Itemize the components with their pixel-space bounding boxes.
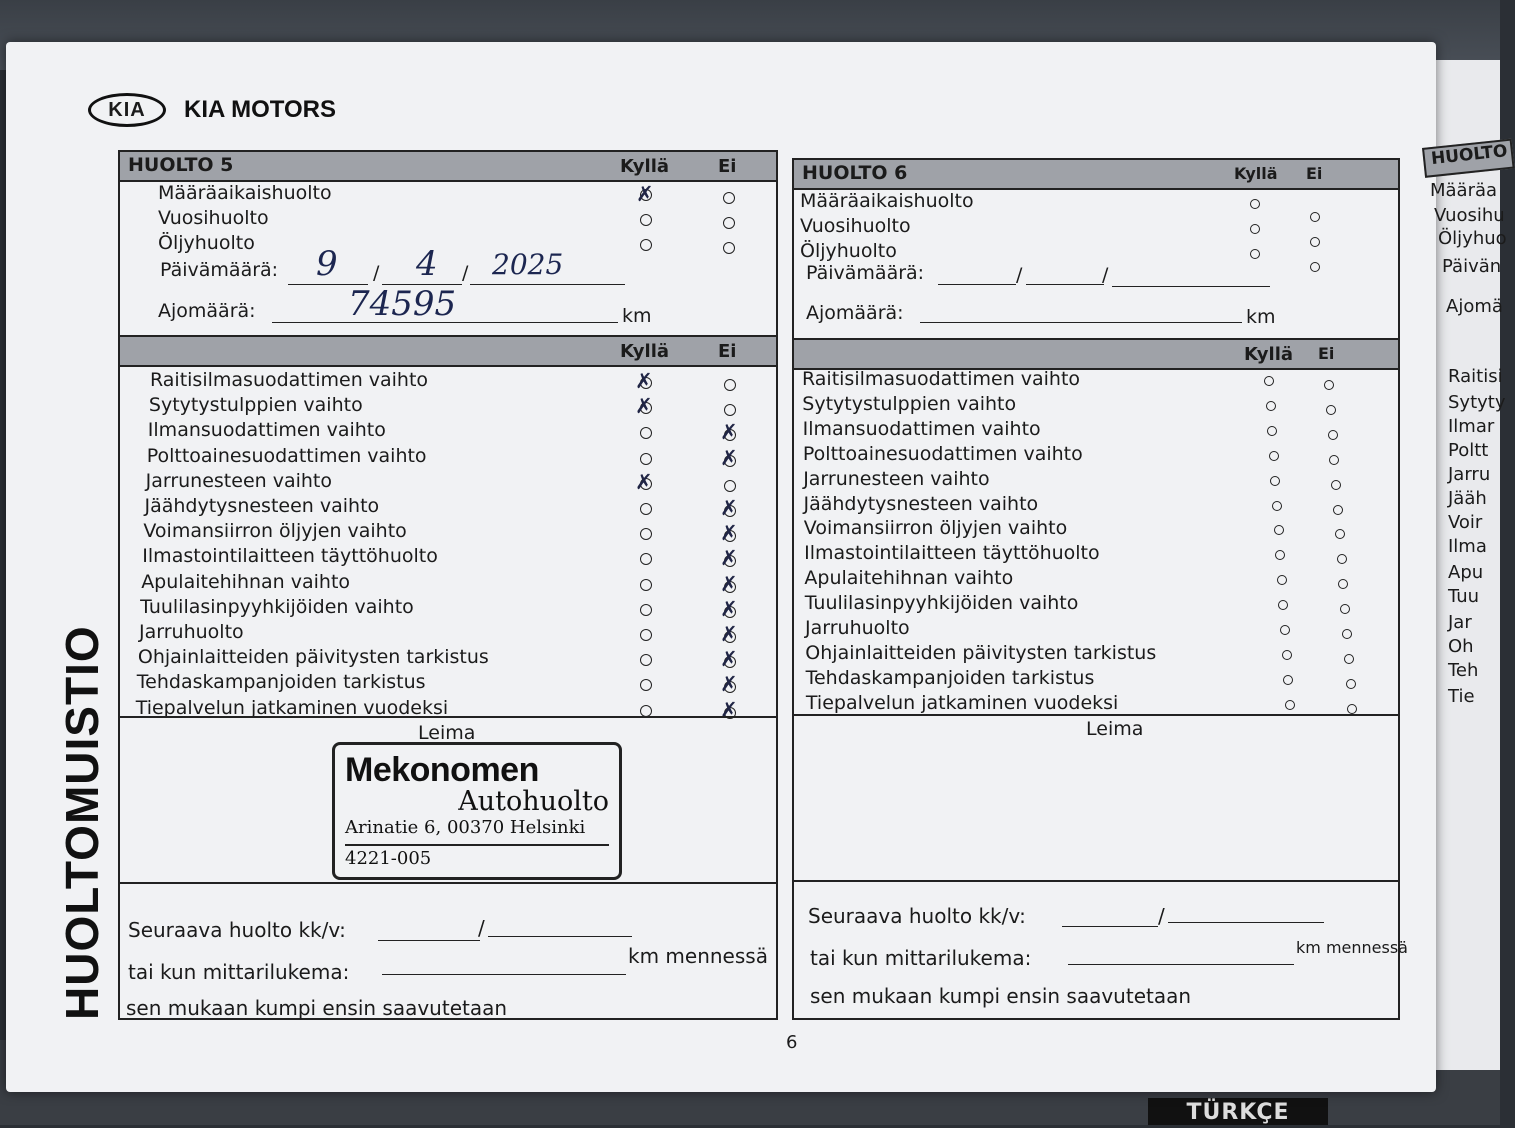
maintenance-item-label: Jarrunesteen vaihto (145, 469, 332, 492)
maintenance-item-label: Tiepalvelun jatkaminen vuodeksi (805, 691, 1119, 714)
maintenance-item-label: Jäähdytysnesteen vaihto (803, 492, 1039, 515)
check-mark: ✗ (720, 521, 738, 546)
yes-circle (1283, 675, 1293, 685)
no-circle (1333, 505, 1343, 515)
maintenance-item-label: Ohjainlaitteiden päivitysten tarkistus (805, 641, 1157, 664)
yes-circle (1278, 600, 1288, 610)
next-service-slash: / (478, 916, 485, 940)
no-circle (723, 217, 735, 229)
stamp-label: Leima (418, 722, 476, 744)
service-type-section (794, 190, 1398, 340)
workshop-stamp (332, 742, 622, 880)
yes-circle (640, 528, 652, 540)
yes-circle (640, 604, 652, 616)
yes-circle (640, 214, 652, 226)
third-page-label: Vuosihu (1434, 205, 1505, 226)
maintenance-item-label: Polttoainesuodattimen vaihto (146, 444, 427, 467)
yes-circle (1280, 625, 1290, 635)
form-header (120, 152, 776, 182)
column-no: Ei (1318, 344, 1335, 363)
no-circle (1310, 212, 1320, 222)
date-label: Päivämäärä: (806, 262, 925, 284)
third-page-label: Sytyty (1448, 392, 1506, 413)
no-circle (1310, 262, 1320, 272)
mileage-label: Ajomäärä: (158, 300, 256, 322)
yes-circle (1272, 501, 1282, 511)
no-circle (724, 379, 736, 391)
service-type-label: Öljyhuolto (800, 240, 897, 262)
service-type-label: Määräaikaishuolto (800, 190, 974, 212)
maintenance-item-label: Ilmastointilaitteen täyttöhuolto (804, 542, 1100, 565)
no-circle (1329, 455, 1339, 465)
no-circle (1335, 529, 1345, 539)
bottom-language-tab: TÜRKÇE (1148, 1098, 1328, 1125)
maintenance-item-label: Ohjainlaitteiden päivitysten tarkistus (137, 646, 489, 669)
mileage-label: Ajomäärä: (806, 302, 904, 324)
no-circle (1342, 629, 1352, 639)
maintenance-item-label: Voimansiirron öljyjen vaihto (143, 520, 407, 543)
yes-circle (1282, 650, 1292, 660)
service-type-label: Vuosihuolto (158, 207, 269, 229)
form-header (794, 160, 1398, 190)
stamp-company: Mekonomen (345, 751, 539, 789)
maintenance-item-label: Tiepalvelun jatkaminen vuodeksi (135, 696, 449, 719)
next-service-month-line (378, 940, 480, 941)
third-page-label: Tie (1448, 686, 1475, 707)
kia-logo (88, 93, 336, 127)
maintenance-item-label: Ilmastointilaitteen täyttöhuolto (142, 545, 438, 568)
maintenance-item-label: Sytytystulppien vaihto (148, 394, 363, 417)
yes-circle (1250, 199, 1260, 209)
column-yes: Kyllä (620, 156, 670, 177)
next-service-year-line (488, 936, 632, 937)
check-mark: ✗ (635, 369, 653, 393)
no-circle (723, 242, 735, 254)
no-circle (1340, 604, 1350, 614)
kia-oval-logo: KIA (88, 93, 166, 127)
maintenance-item-label: Sytytystulppien vaihto (802, 392, 1017, 415)
date-label: Päivämäärä: (160, 259, 279, 281)
date-slash-2: / (462, 262, 469, 284)
column-yes: Kyllä (1244, 344, 1294, 365)
date-slash-1: / (373, 262, 380, 284)
third-page-label: Oh (1448, 636, 1474, 657)
odometer-line (382, 974, 626, 975)
yes-circle (640, 579, 652, 591)
third-page-label: Voir (1448, 512, 1483, 533)
yes-circle (640, 679, 652, 691)
yes-circle (640, 427, 652, 439)
yes-circle (1267, 426, 1277, 436)
yes-circle (640, 553, 652, 565)
column-no: Ei (718, 156, 737, 177)
check-mark: ✗ (720, 420, 738, 445)
third-page-label: Teh (1448, 660, 1479, 681)
maintenance-item-label: Raitisilmasuodattimen vaihto (802, 368, 1081, 390)
next-service-label: Seuraava huolto kk/v: (808, 904, 1026, 928)
next-service-year-line (1168, 922, 1324, 923)
yes-circle (640, 654, 652, 666)
yes-circle (1270, 476, 1280, 486)
no-circle (724, 404, 736, 416)
no-circle (1338, 579, 1348, 589)
odometer-line (1068, 964, 1294, 965)
third-page-label: Määräa (1430, 180, 1498, 201)
service-form-6 (792, 158, 1408, 1020)
third-page-title: HUOLTO (1430, 141, 1509, 170)
maintenance-item-label: Jarruhuolto (139, 621, 244, 643)
yes-circle (640, 629, 652, 641)
maintenance-item-label: Voimansiirron öljyjen vaihto (803, 517, 1068, 540)
whichever-first-label: sen mukaan kumpi ensin saavutetaan (810, 984, 1192, 1008)
third-page-label: Ajomä (1446, 296, 1503, 317)
handwritten-mileage: 74595 (348, 284, 457, 324)
maintenance-item-label: Tuulilasinpyyhkijöiden vaihto (140, 595, 414, 618)
maintenance-item-label: Jarruhuolto (805, 617, 910, 639)
check-mark: ✗ (720, 496, 738, 520)
third-page-label: Ilma (1448, 536, 1487, 557)
maintenance-item-label: Ilmansuodattimen vaihto (802, 417, 1041, 440)
date-year-line (470, 284, 625, 285)
check-mark: ✗ (720, 697, 738, 722)
third-page-label: Raitisi (1448, 366, 1503, 387)
yes-circle (640, 705, 652, 717)
km-by-label: km mennessä (1296, 938, 1408, 957)
third-page-label: Päivän (1442, 256, 1502, 277)
maintenance-item-label: Tehdaskampanjoiden tarkistus (136, 671, 426, 694)
check-mark: ✗ (720, 571, 738, 596)
form-title: HUOLTO 5 (128, 154, 234, 176)
mileage-line (920, 322, 1242, 323)
maintenance-item-label: Raitisilmasuodattimen vaihto (150, 369, 429, 391)
date-month-line (1026, 284, 1104, 285)
yes-circle (640, 453, 652, 465)
column-no: Ei (1306, 164, 1323, 183)
no-circle (1331, 480, 1341, 490)
mileage-unit: km (1246, 306, 1276, 328)
maintenance-item-label: Apulaitehihnan vaihto (804, 567, 1014, 590)
yes-circle (640, 239, 652, 251)
third-page-label: Jääh (1448, 488, 1487, 509)
third-page-label: Ilmar (1448, 416, 1495, 437)
stamp-label: Leima (1086, 718, 1144, 740)
no-circle (1326, 405, 1336, 415)
check-mark: ✗ (720, 596, 738, 621)
km-by-label: km mennessä (628, 944, 768, 968)
next-service-month-line (1062, 926, 1158, 927)
check-mark: ✗ (720, 647, 738, 672)
date-slash-1: / (1016, 264, 1023, 286)
service-type-label: Öljyhuolto (158, 232, 255, 254)
yes-circle (1277, 575, 1287, 585)
third-page-label: Öljyhuo (1438, 228, 1507, 249)
yes-circle (1269, 451, 1279, 461)
maintenance-item-label: Jarrunesteen vaihto (803, 467, 990, 490)
no-circle (1347, 704, 1357, 714)
stamp-code: 4221-005 (345, 844, 609, 869)
page-number: 6 (786, 1032, 798, 1053)
check-mark: ✗ (720, 672, 738, 697)
yes-circle (1250, 224, 1260, 234)
third-page-label: Jar (1448, 612, 1472, 633)
maintenance-item-label: Polttoainesuodattimen vaihto (802, 442, 1083, 465)
maintenance-item-label: Tuulilasinpyyhkijöiden vaihto (804, 592, 1079, 615)
column-yes: Kyllä (1234, 164, 1278, 183)
yes-circle (1250, 249, 1260, 259)
maintenance-header (794, 340, 1398, 370)
no-circle (1344, 654, 1354, 664)
yes-circle (1266, 401, 1276, 411)
next-service-slash: / (1158, 904, 1165, 928)
maintenance-item-label: Tehdaskampanjoiden tarkistus (805, 666, 1095, 689)
handwritten-month: 4 (416, 244, 438, 284)
column-no: Ei (718, 341, 737, 362)
third-page-label: Poltt (1448, 440, 1489, 461)
service-type-label: Vuosihuolto (800, 215, 911, 237)
odometer-label: tai kun mittarilukema: (128, 960, 350, 984)
check-mark: ✗ (720, 546, 738, 571)
odometer-label: tai kun mittarilukema: (810, 946, 1032, 970)
yes-circle (1285, 700, 1295, 710)
check-mark: ✗ (635, 469, 653, 494)
third-page-label: Jarru (1448, 464, 1491, 485)
stamp-address: Arinatie 6, 00370 Helsinki (345, 817, 586, 838)
no-circle (1346, 679, 1356, 689)
no-circle (1328, 430, 1338, 440)
date-day-line (938, 284, 1016, 285)
handwritten-year: 2025 (492, 248, 564, 281)
yes-circle (640, 503, 652, 515)
date-slash-2: / (1102, 264, 1109, 286)
stamp-section (794, 714, 1398, 882)
no-circle (1337, 554, 1347, 564)
third-page-label: Apu (1448, 562, 1484, 583)
no-circle (723, 192, 735, 204)
maintenance-item-label: Apulaitehihnan vaihto (141, 570, 351, 593)
maintenance-item-label: Jäähdytysnesteen vaihto (144, 495, 380, 517)
column-yes: Kyllä (620, 341, 670, 362)
service-type-label: Määräaikaishuolto (158, 182, 332, 204)
no-circle (1324, 380, 1334, 390)
form-title: HUOLTO 6 (802, 162, 908, 184)
yes-circle (1275, 550, 1285, 560)
brand-name: KIA MOTORS (184, 96, 337, 123)
side-title: HUOLTOMUISTIO (56, 625, 108, 1020)
maintenance-item-label: Ilmansuodattimen vaihto (147, 419, 386, 442)
third-page-label: Tuu (1448, 586, 1480, 607)
service-type-section (120, 182, 776, 337)
whichever-first-label: sen mukaan kumpi ensin saavutetaan (126, 996, 508, 1020)
handwritten-day: 9 (316, 244, 338, 284)
check-mark: ✗ (635, 394, 653, 419)
no-circle (724, 480, 736, 492)
check-mark: ✗ (720, 445, 738, 470)
yes-circle (1274, 525, 1284, 535)
no-circle (1310, 237, 1320, 247)
stamp-subtitle: Autohuolto (458, 786, 609, 817)
mileage-unit: km (622, 305, 652, 327)
service-form-5 (118, 150, 778, 1020)
maintenance-header (120, 337, 776, 367)
check-mark: ✗ (720, 622, 738, 646)
stamp-section (120, 716, 776, 884)
yes-circle (1264, 376, 1274, 386)
next-service-label: Seuraava huolto kk/v: (128, 918, 346, 942)
check-mark: ✗ (636, 182, 654, 206)
date-year-line (1112, 286, 1270, 287)
